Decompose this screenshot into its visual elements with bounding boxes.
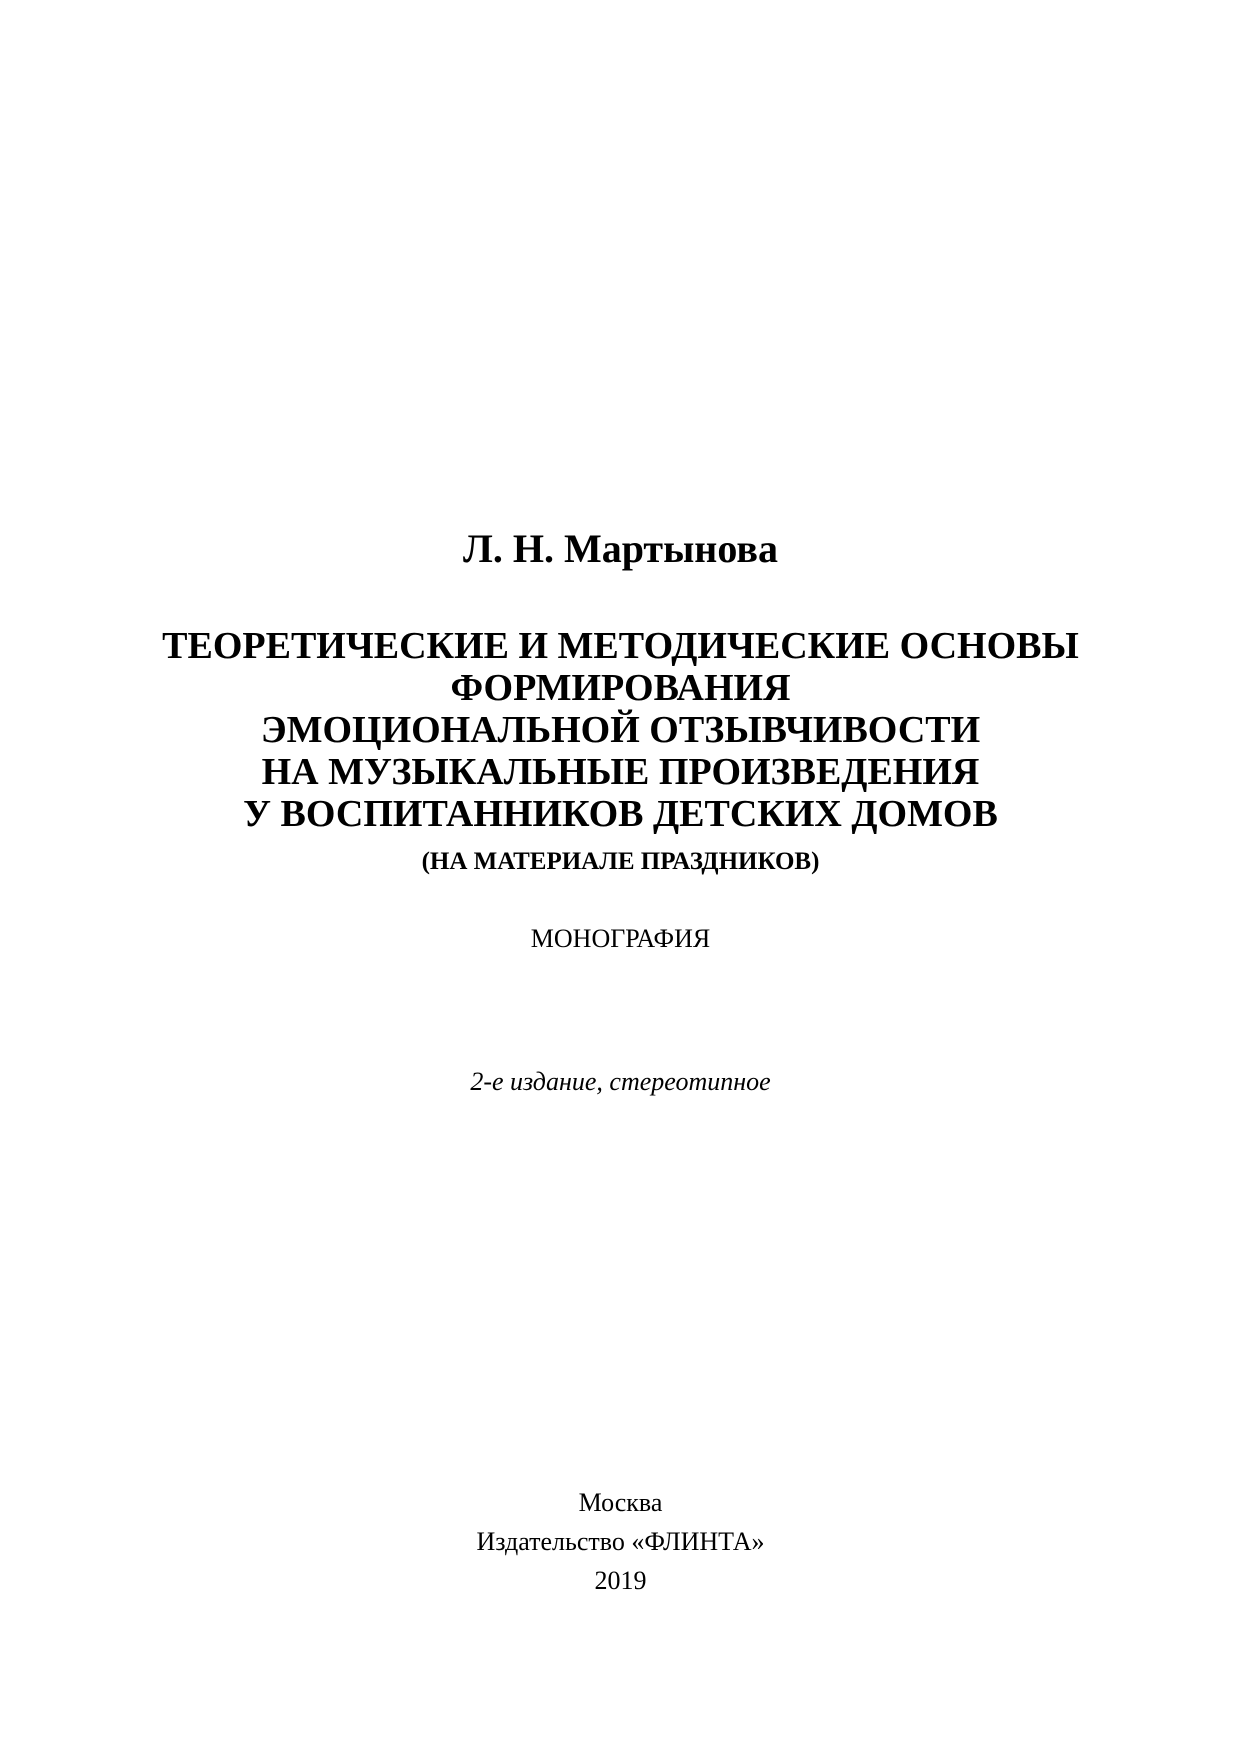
title-line-1: ТЕОРЕТИЧЕСКИЕ И МЕТОДИЧЕСКИЕ ОСНОВЫ	[162, 625, 1079, 667]
book-title	[0, 625, 1241, 835]
imprint-city: Москва	[578, 1488, 663, 1517]
book-subtitle: (НА МАТЕРИАЛЕ ПРАЗДНИКОВ)	[421, 848, 820, 875]
title-line-2: ФОРМИРОВАНИЯ	[450, 667, 791, 709]
imprint-year: 2019	[594, 1566, 647, 1595]
title-line-5: У ВОСПИТАННИКОВ ДЕТСКИХ ДОМОВ	[243, 793, 998, 835]
edition-note: 2-е издание, стереотипное	[470, 1067, 771, 1096]
imprint	[0, 1483, 1241, 1600]
title-line-4: НА МУЗЫКАЛЬНЫЕ ПРОИЗВЕДЕНИЯ	[261, 751, 980, 793]
genre-label: МОНОГРАФИЯ	[530, 924, 711, 953]
title-line-3: ЭМОЦИОНАЛЬНОЙ ОТЗЫВЧИВОСТИ	[260, 709, 981, 751]
imprint-publisher: Издательство «ФЛИНТА»	[476, 1527, 765, 1556]
author-name: Л. Н. Мартынова	[463, 526, 778, 571]
